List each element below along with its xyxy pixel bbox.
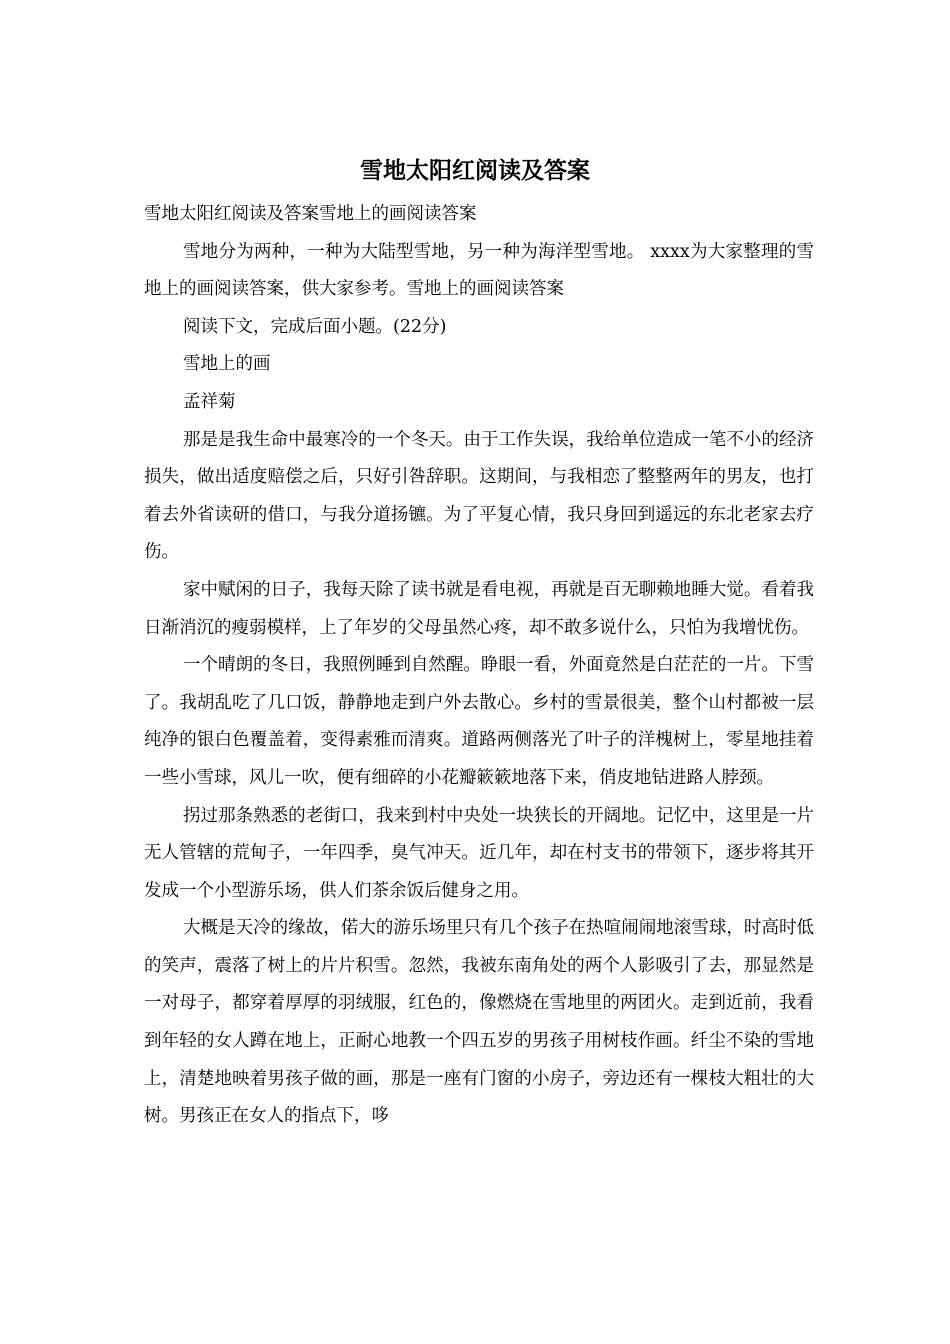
body-paragraph: 一个晴朗的冬日，我照例睡到自然醒。睁眼一看，外面竟然是白茫茫的一片。下雪了。我胡乱吃了几口饭，静静地走到户外去散心。乡村的雪景很美，整个山村都被一层纯净的银白色覆盖着，变得素雅而清爽。道路两侧落光了叶子的洋槐树上，零星地挂着一些小雪球，风儿一吹，便有细碎的小花瓣簌簌地落下来，俏皮地钻进路人脖颈。 <box>144 655 814 788</box>
body-paragraph: 拐过那条熟悉的老街口，我来到村中央处一块狭长的开阔地。记忆中，这里是一片无人管辖的荒甸子，一年四季，臭气冲天。近几年，却在村支书的带领下，逐步将其开发成一个小型游乐场，供人们茶余饭后健身之用。 <box>144 805 814 901</box>
document-title: 雪地太阳红阅读及答案 <box>360 157 590 184</box>
subtitle-line: 雪地太阳红阅读及答案雪地上的画阅读答案 <box>144 204 477 224</box>
article-title: 雪地上的画 <box>183 354 271 375</box>
body-paragraph: 那是是我生命中最寒冷的一个冬天。由于工作失误，我给单位造成一笔不小的经济损失，做出适度赔偿之后，只好引咎辞职。这期间，与我相恋了整整两年的男友，也打着去外省读研的借口，与我分道扬镳。为了平复心情，我只身回到遥远的东北老家去疗伤。 <box>144 429 814 563</box>
document-body <box>144 196 814 1136</box>
article-author: 孟祥菊 <box>183 391 236 412</box>
intro-paragraph: 雪地分为两种，一种为大陆型雪地，另一种为海洋型雪地。 xxxx为大家整理的雪地上的画阅读答案，供大家参考。雪地上的画阅读答案 <box>144 241 814 300</box>
body-paragraph: 大概是天冷的缘故，偌大的游乐场里只有几个孩子在热喧闹闹地滚雪球，时高时低的笑声，震落了树上的片片积雪。忽然，我被东南角处的两个人影吸引了去，那显然是一对母子，都穿着厚厚的羽绒服，红色的，像燃烧在雪地里的两团火。走到近前，我看到年轻的女人蹲在地上，正耐心地教一个四五岁的男孩子用树枝作画。纤尘不染的雪地上，清楚地映着男孩子做的画，那是一座有门窗的小房子，旁边还有一棵枝大粗壮的大树。男孩正在女人的指点下，哆 <box>144 918 814 1127</box>
instruction-line: 阅读下文，完成后面小题。(22分) <box>183 316 447 337</box>
body-paragraph: 家中赋闲的日子，我每天除了读书就是看电视，再就是百无聊赖地睡大觉。看着我日渐消沉的瘦弱模样，上了年岁的父母虽然心疼，却不敢多说什么，只怕为我增忧伤。 <box>144 579 814 638</box>
